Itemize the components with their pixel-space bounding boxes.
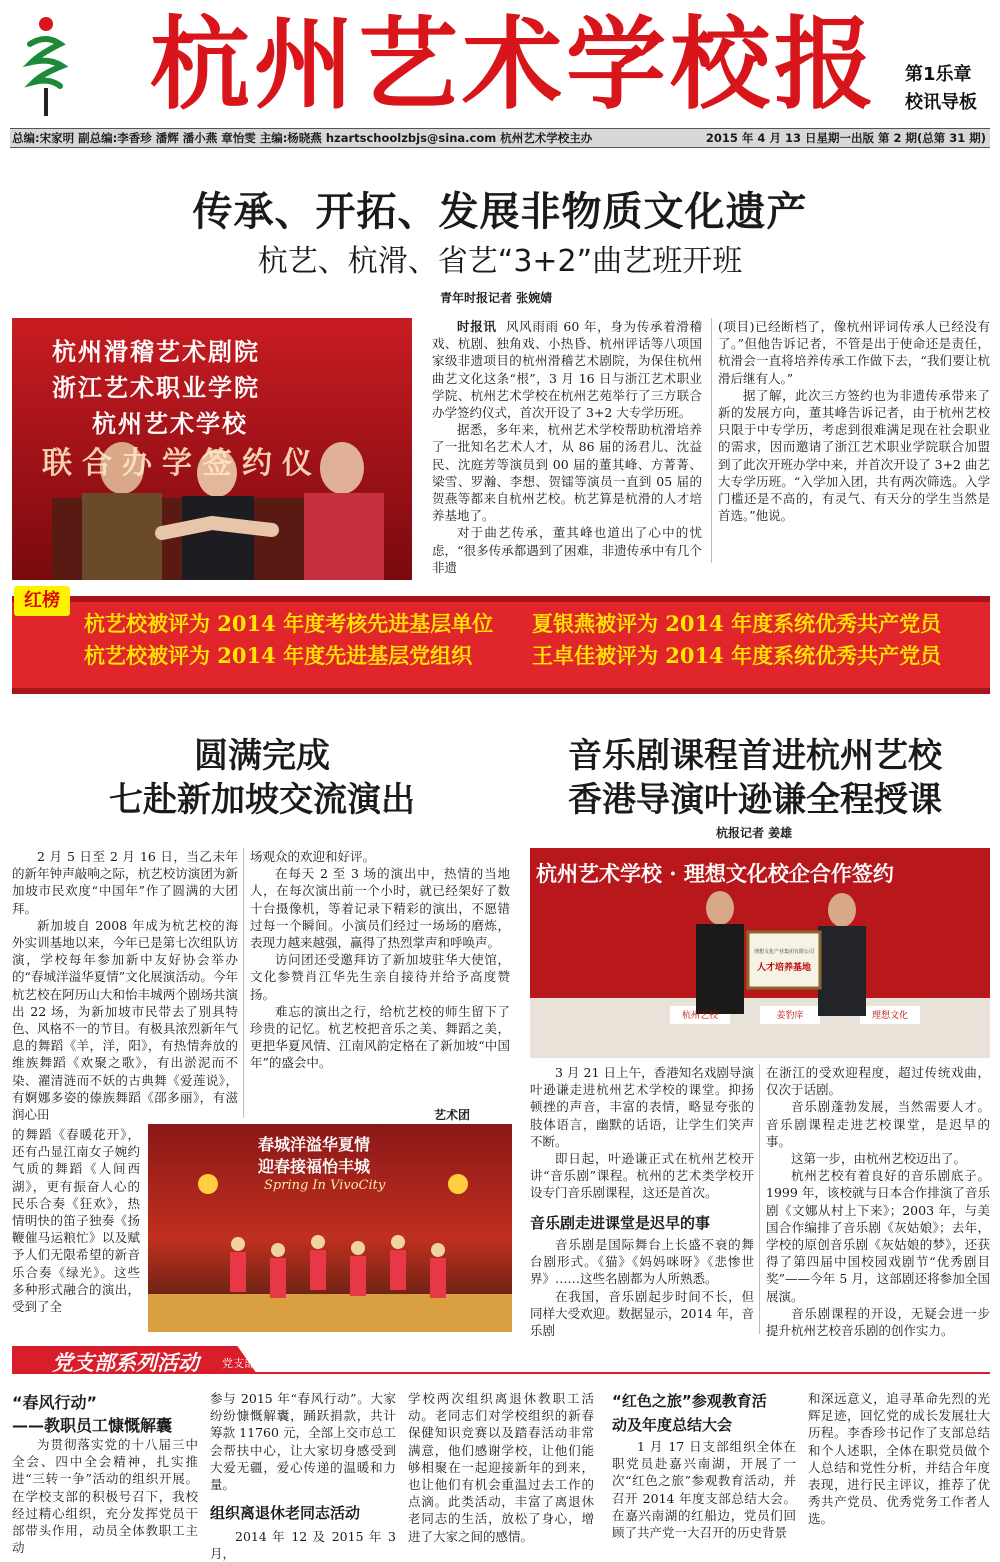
paragraph: 和深远意义，追寻革命先烈的光辉足迹，回忆党的成长发展壮大历程。李香珍书记作了支部总结和个人述职，全体在职党员做个人总结和党性分析，并结合年度表现，进行民主评议，推荐了优秀共产党员、优秀党务工作者人选。	[808, 1391, 990, 1527]
musical-col1	[530, 1064, 754, 1202]
paragraph: 1 月 17 日支部组织全体在职党员赴嘉兴南湖，开展了一次“红色之旅”参观教育活动，并召开 2014 年度支部总结大会。在嘉兴南湖的红船边，党员们回顾了共产党一大召开的历史背景	[612, 1439, 796, 1541]
singapore-col1-narrow	[12, 1126, 140, 1315]
spring-action-col2	[210, 1390, 396, 1493]
cooperation-signing-photo	[530, 848, 990, 1058]
issue-date: 2015 年 4 月 13 日星期一出版 第 2 期(总第 31 期)	[705, 131, 986, 145]
dateline: 时报讯	[457, 319, 497, 334]
singapore-headline-1: 圆满完成	[194, 736, 330, 776]
paragraph: 场观众的欢迎和好评。	[250, 849, 376, 864]
red-tour-title: “红色之旅”参观教育活	[612, 1392, 767, 1410]
spring-action-col1	[12, 1436, 198, 1556]
stage-sign-english: Spring In VivoCity	[264, 1178, 386, 1193]
honor-item: 夏银燕被评为 2014 年度系统优秀共产党员	[532, 611, 942, 636]
paragraph: 在浙江的受欢迎程度，超过传统戏曲，仅次于话剧。	[766, 1065, 990, 1098]
retiree-activity-col1	[210, 1528, 396, 1562]
paragraph: 对于曲艺传承，董其峰也道出了心中的忧虑，“很多传承都遇到了困难，非遗传承中有几个非遗	[432, 525, 702, 575]
photo-banner-bottom: 联合办学签约仪	[42, 446, 322, 481]
lead-article-col1	[432, 318, 702, 576]
paragraph: 即日起，叶逊谦正式在杭州艺校开讲“音乐剧”课程。杭州的艺术类学校开设专门音乐剧课程，这还是首次。	[530, 1151, 754, 1201]
paragraph: 音乐剧是国际舞台上长盛不衰的舞台剧形式。《猫》《妈妈咪呀》《悲惨世界》……这些名剧都为人所熟悉。	[530, 1237, 754, 1287]
edition-label: 第1乐章	[905, 64, 972, 85]
paragraph: 为贯彻落实党的十八届三中全会、四中全会精神，扎实推进“三转一争”活动的组织开展。在学校支部的积极号召下，我校经过精心组织，充分发挥党员干部带头作用，动员全体教职工主动	[12, 1437, 198, 1556]
lead-article-col2	[718, 318, 990, 524]
red-tour-col1	[612, 1438, 796, 1541]
plaque-line: 理想文化产业集团有限公司	[753, 949, 814, 955]
singapore-col1-top	[12, 848, 238, 1123]
paragraph: 新加坡自 2008 年成为杭艺校的海外实训基地以来，今年已是第七次组队访演，学校每年参加新中友好协会举办的“春城洋溢华夏情”文化展演活动。今年杭艺校在阿历山大和怡丰城两个剧场共演出 22 场，为新加坡市民带去了别具特色、风格不一的节目。有极具浓烈新年气息的舞蹈《羊，洋，阳》，有热情奔放的维族舞蹈《欢聚之歌》，有出淤泥而不染、濯清涟而不妖的古典舞《爱莲说》，有婀娜多姿的傣族舞蹈《邵多丽》，有滋润心田	[12, 917, 238, 1123]
honor-item: 杭艺校被评为 2014 年度先进基层党组织	[84, 643, 473, 668]
spring-action-title: “春风行动”	[12, 1393, 98, 1412]
photo-banner: 杭州艺术学校 · 理想文化校企合作签约	[536, 861, 894, 886]
honor-item: 杭艺校被评为 2014 年度考核先进基层单位	[84, 611, 494, 636]
school-logo-icon	[20, 14, 72, 118]
photo-banner-line: 杭州艺术学校	[92, 409, 248, 438]
retiree-activity-title: 组织离退休老同志活动	[210, 1504, 361, 1522]
party-banner-small: 党支部	[222, 1357, 255, 1370]
table-card: 姜豹庠	[776, 1011, 804, 1021]
musical-col1b	[530, 1236, 754, 1339]
musical-headline-2: 香港导演叶逊谦全程授课	[568, 780, 942, 820]
lead-headline: 传承、开拓、发展非物质文化遗产	[192, 189, 808, 235]
paragraph: 在每天 2 至 3 场的演出中，热情的当地人，在每次演出前一个小时，就已经架好了数十台摄像机，等着记录下精彩的演出，不愿错过每一个瞬间。小演员们经过一场场的磨炼，表现力越来越强，赢得了热烈掌声和呼唤声。	[250, 866, 510, 951]
plaque-line: 人才培养基地	[756, 963, 811, 973]
signing-ceremony-photo	[12, 318, 412, 580]
paragraph: 音乐剧蓬勃发展，当然需要人才。音乐剧课程走进艺校课堂，是迟早的事。	[766, 1099, 990, 1149]
paragraph: 2 月 5 日至 2 月 16 日，当乙未年的新年钟声敲响之际，杭艺校访演团为新加坡市民欢度“中国年”作了圆满的大团拜。	[12, 849, 238, 916]
paragraph: 3 月 21 日上午，香港知名戏剧导演叶逊谦走进杭州艺术学校的课堂。抑扬顿挫的声音，丰富的表情，略显夸张的肢体语言，幽默的话语，让学生们笑声不断。	[530, 1065, 754, 1149]
honor-roll-banner	[12, 590, 990, 694]
paragraph: 在我国，音乐剧起步时间不长，但同样大受欢迎。数据显示，2014 年，音乐剧	[530, 1288, 754, 1339]
info-bar	[10, 128, 990, 148]
paragraph: 这第一步，由杭州艺校迈出了。	[791, 1151, 967, 1167]
party-banner-title: 党支部系列活动	[52, 1350, 199, 1375]
singapore-col2	[250, 848, 510, 1072]
masthead	[0, 0, 1000, 128]
lead-byline: 青年时报记者 张婉婧	[440, 291, 553, 305]
party-banner	[12, 1346, 990, 1374]
paragraph: 难忘的演出之行，给杭艺校的师生留下了珍贵的记忆。杭艺校把音乐之美、舞蹈之美，更把华夏风情、江南风韵定格在了新加坡“中国年”的盛会中。	[250, 1003, 510, 1071]
musical-col2	[766, 1064, 990, 1339]
photo-credit: 艺术团	[434, 1108, 471, 1122]
table-card: 理想文化	[871, 1011, 908, 1021]
masthead-title: 杭州艺术学校报	[150, 5, 878, 123]
paragraph: (项目)已经断档了，像杭州评词传承人已经没有了。”但他告诉记者，不管是出于使命还是责任，杭滑会一直将培养传承工作做下去，“我们要让杭滑后继有人。”	[718, 319, 990, 386]
honor-item: 王卓佳被评为 2014 年度系统优秀共产党员	[532, 643, 942, 668]
photo-banner-line: 浙江艺术职业学院	[52, 373, 260, 402]
musical-byline: 杭报记者 姜雄	[716, 826, 793, 840]
retiree-activity-col2	[408, 1390, 594, 1545]
stage-sign-line: 迎春接福怡丰城	[258, 1157, 371, 1176]
paragraph: 2014 年 12 及 2015 年 3 月，	[210, 1529, 396, 1562]
paragraph: 据了解，此次三方签约也为非遗传承带来了新的发展方向，董其峰告诉记者，由于杭州艺校只限于中专学历，考虑到很难满足现在社会职业的需求，因而邀请了浙江艺术职业学院联合加盟到了此次开班办学中来，并首次开设了 3+2 曲艺大专学历班。“入学加入团，共有两次筛选。入学门槛还是不高的，有灵气、有天分的学生当然是首选。”他说。	[718, 387, 990, 524]
paragraph: 音乐剧课程的开设，无疑会进一步提升杭州艺校音乐剧的创作实力。	[766, 1305, 990, 1339]
dance-performance-photo	[148, 1124, 512, 1332]
paragraph: 学校两次组织离退休教职工活动。老同志们对学校组织的新春保健知识竞赛以及踏春活动非常满意，他们感谢学校，让他们能够相聚在一起迎接新年的到来，也让他们有机会重温过去工作的点滴。此类活动，丰富了离退休老同志的生活，放松了身心，增进了大家之间的感情。	[408, 1391, 594, 1544]
spring-action-subtitle: ——教职员工慷慨解囊	[12, 1416, 173, 1435]
musical-headline-1: 音乐剧课程首进杭州艺校	[568, 736, 942, 776]
paragraph: 风风雨雨 60 年，身为传承着滑稽戏、杭剧、独角戏、小热昏、杭州评话等八项国家级非遗项目的杭州滑稽艺术剧院，为保住杭州曲艺文化这条“根”，3 月 16 日与浙江艺术职业学院、杭州艺术学校在杭州艺苑举行了三方联合办学签约仪式，首次开设了 3+2 大专学历班。	[432, 319, 702, 421]
paragraph: 参与 2015 年“春风行动”。大家纷纷慷慨解囊，踊跃捐款，共计筹款 11760 元，全部上交市总工会帮扶中心，让大家切身感受到大爱无疆，爱心传递的温暖和力量。	[210, 1391, 396, 1493]
musical-subhead: 音乐剧走进课堂是迟早的事	[530, 1214, 711, 1232]
staff-list: 总编:宋家明 副总编:李香珍 潘辉 潘小燕 章怡雯 主编:杨晓燕 hzartschoolzbjs@sina.com 杭州艺术学校主办	[12, 131, 593, 145]
stage-sign-line: 春城洋溢华夏情	[258, 1135, 371, 1154]
lead-subhead: 杭艺、杭滑、省艺“3+2”曲艺班开班	[257, 244, 743, 279]
singapore-headline-2: 七赴新加坡交流演出	[109, 780, 415, 820]
paragraph: 的舞蹈《春暖花开》，还有凸显江南女子婉约气质的舞蹈《人间西湖》，更有振奋人心的民乐合奏《狂欢》，热情明快的笛子独奏《扬鞭催马运粮忙》以及赋予人们无限希望的新音乐合奏《绿光》。这些多种形式融合的演出，受到了全	[12, 1127, 140, 1315]
table-card: 杭州艺校	[681, 1011, 718, 1021]
paragraph: 访问团还受邀拜访了新加坡驻华大使馆，文化参赞肖江华先生亲自接待并给予高度赞扬。	[250, 952, 510, 1002]
red-tour-title-cont: 动及年度总结大会	[612, 1416, 733, 1434]
paragraph: 杭州艺校有着良好的音乐剧底子。1999 年，该校就与日本合作排演了音乐剧《文娜从村上下来》；2003 年，与美国合作编排了音乐剧《灰姑娘》；去年，学校的原创音乐剧《灰姑娘的梦》，还获得了第四届中国校园戏剧节“优秀剧目奖”——今年 5 月，这部剧还将参加全国展演。	[766, 1168, 990, 1304]
paragraph: 据悉，多年来，杭州艺术学校帮助杭滑培养了一批知名艺术人才，从 86 届的汤君儿、沈益民、沈庭芳等演员到 00 届的董其峰、方菁菁、梁雪、罗瀚、李想、贺镭等演员一直到 05 届的贺燕等都来自杭州艺校。杭艺算是杭滑的人才培养基地了。	[432, 422, 702, 524]
edition-sub-label: 校讯导板	[905, 92, 977, 113]
red-tour-col2	[808, 1390, 990, 1528]
photo-banner-line: 杭州滑稽艺术剧院	[52, 337, 260, 366]
honor-roll-tag: 红榜	[14, 586, 70, 616]
